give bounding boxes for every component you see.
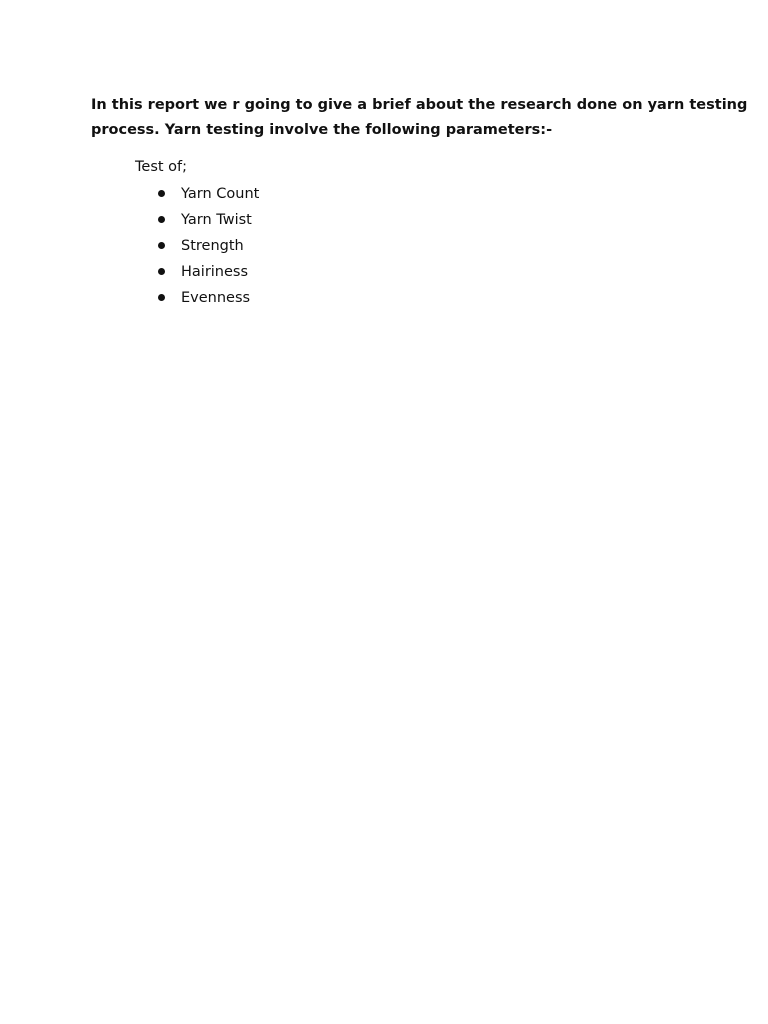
bullet-icon [158,268,165,275]
list-item [155,182,259,208]
list-item-label: Hairiness [181,264,249,280]
list-item-label: Yarn Count [181,186,260,202]
bullet-icon [158,190,165,197]
intro-line: process. Yarn testing involve the following parameters:- [91,122,553,138]
list-item [155,208,259,234]
list-item-label: Strength [181,238,244,254]
list-item [155,234,259,260]
list-item-label: Evenness [181,290,251,306]
intro-line: In this report we r going to give a brief about the research done on yarn testing [91,97,748,113]
list-lead-text: Test of; [135,159,188,175]
parameter-list [155,182,259,312]
bullet-icon [158,294,165,301]
list-item [155,286,259,312]
bullet-icon [158,216,165,223]
bullet-icon [158,242,165,249]
list-item-label: Yarn Twist [181,212,252,228]
intro-paragraph [91,93,748,143]
list-item [155,260,259,286]
